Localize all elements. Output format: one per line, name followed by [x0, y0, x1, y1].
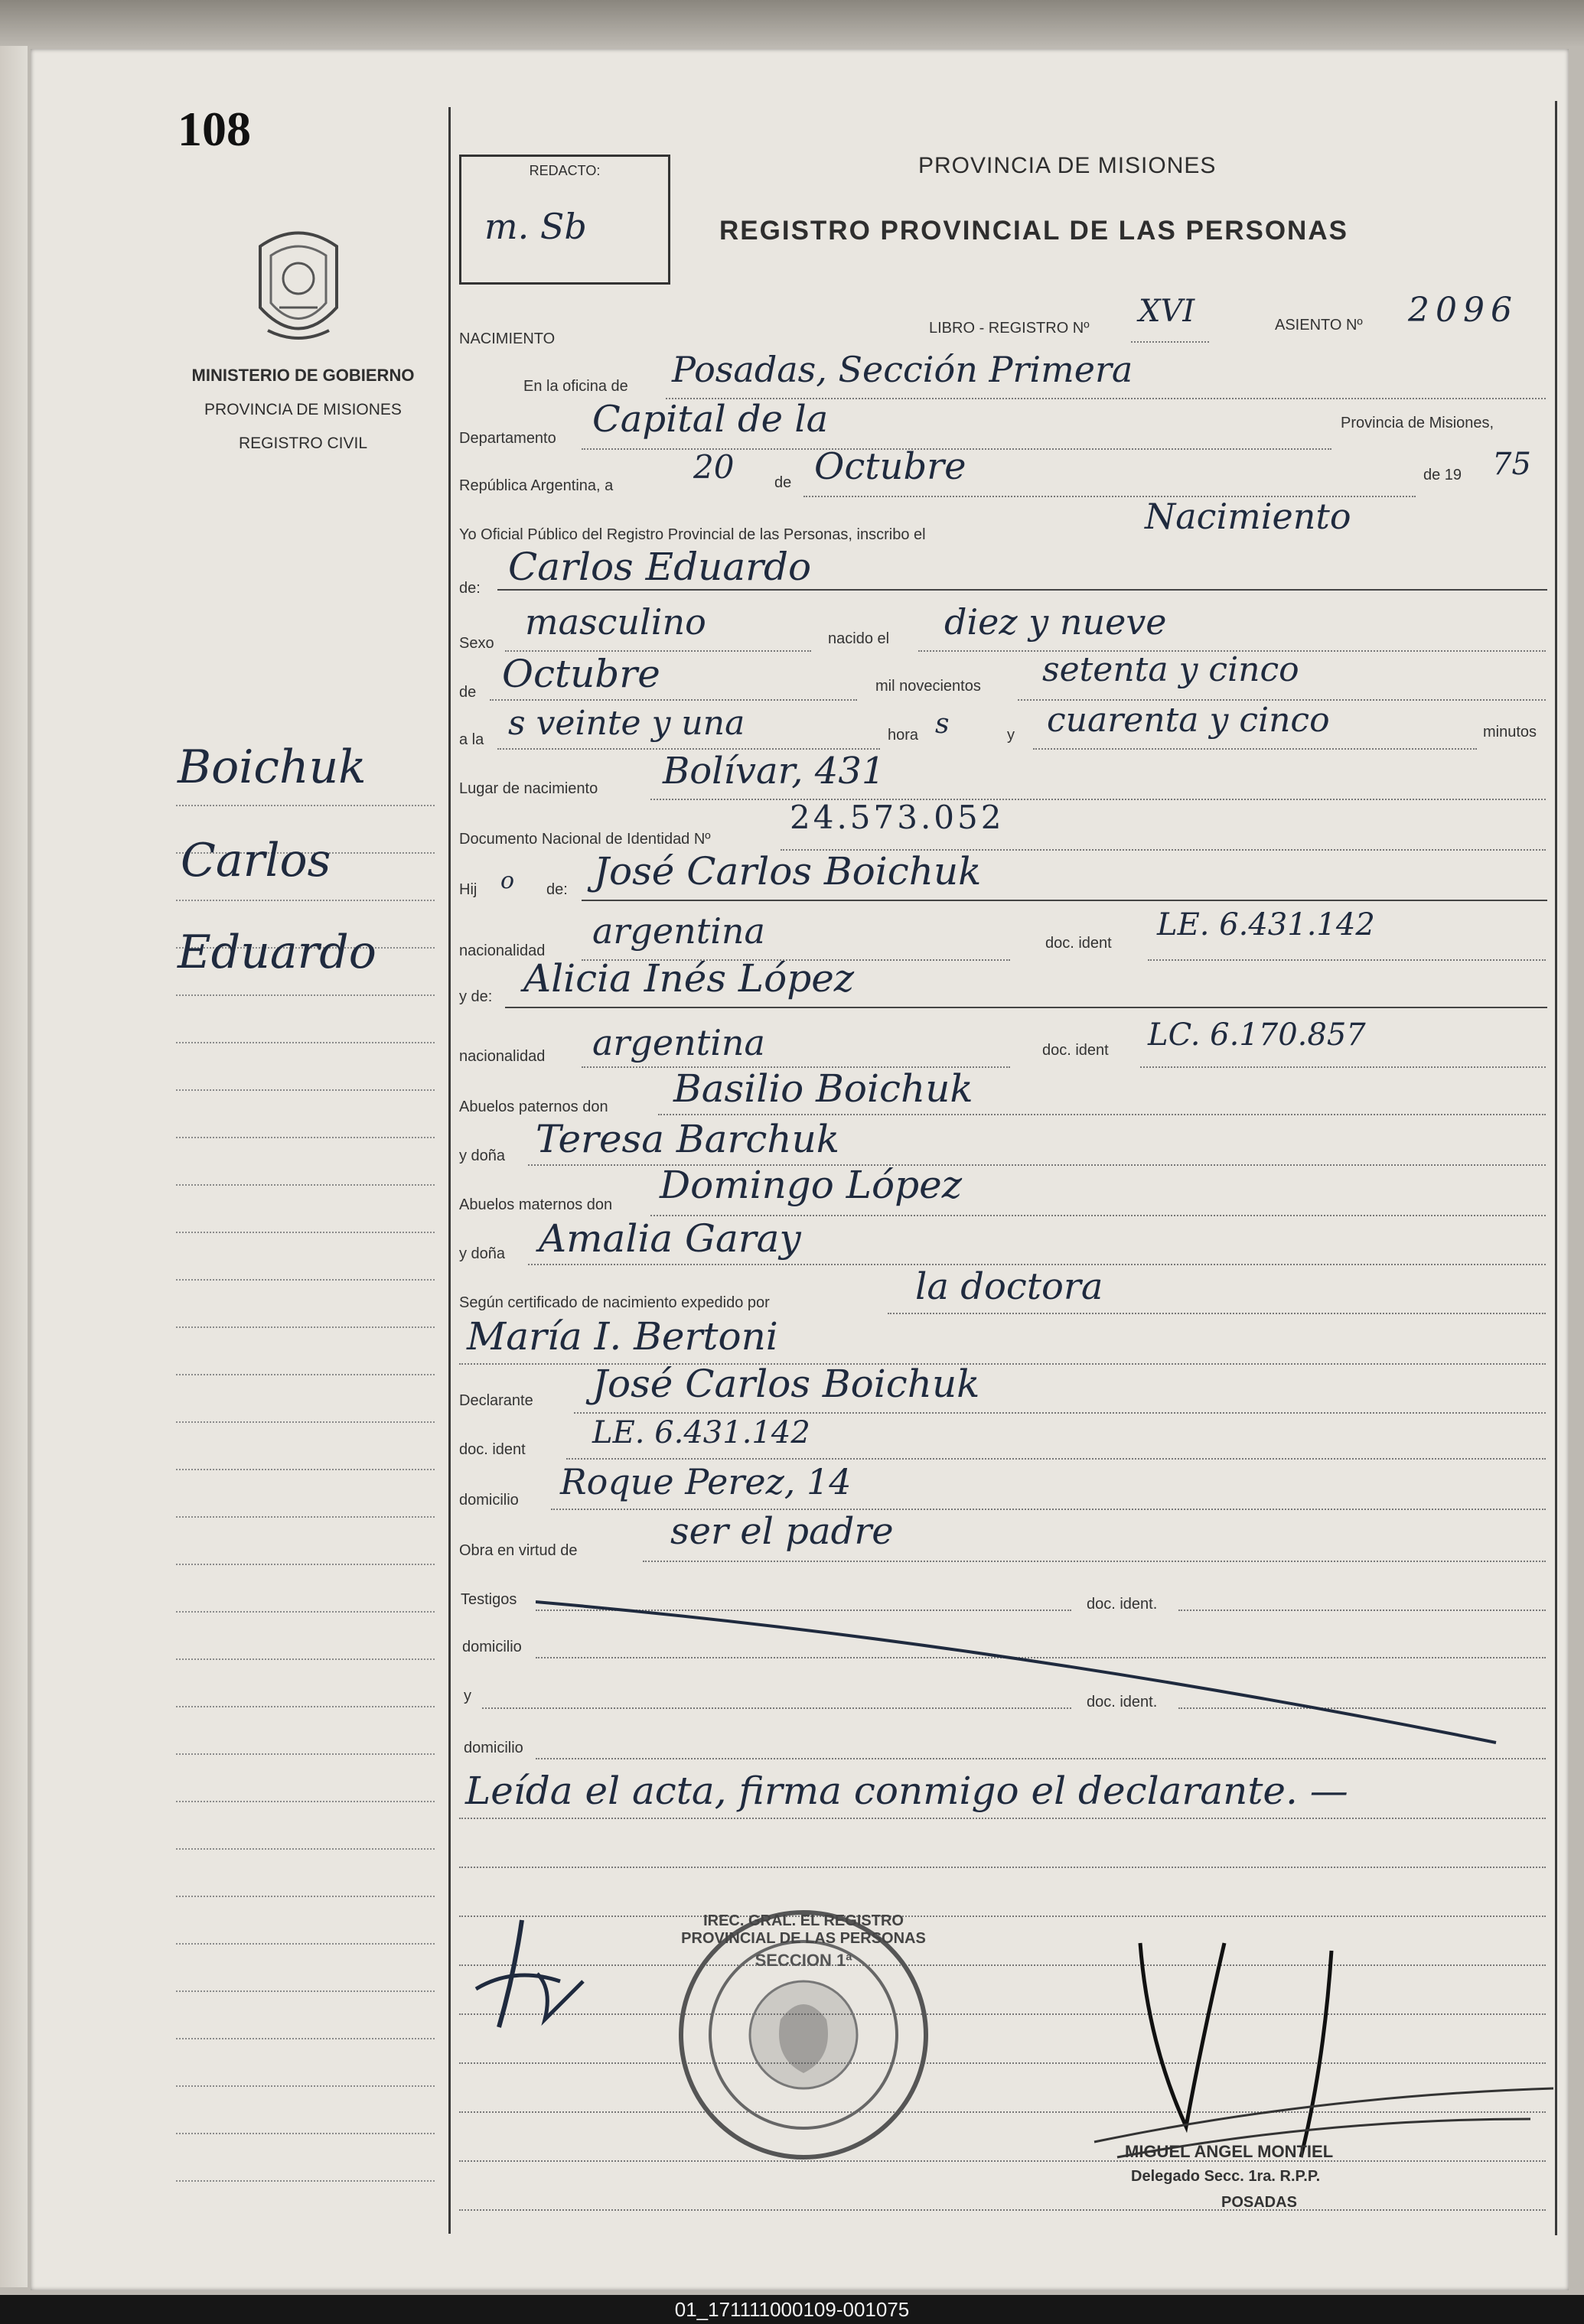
top-edge	[0, 0, 1584, 47]
nombre-value: Carlos Eduardo	[508, 545, 812, 589]
padre-rule	[582, 900, 1547, 901]
minutos-underline	[1033, 748, 1477, 750]
delegate-city: POSADAS	[1221, 2194, 1297, 2211]
ab-pat-label: Abuelos paternos don	[459, 1099, 608, 1115]
doc2-label: doc. ident	[1042, 1042, 1109, 1059]
y2-label: y	[464, 1688, 471, 1704]
margin-ruled-line	[176, 1611, 435, 1613]
witness-strike-line	[536, 1596, 1500, 1749]
nombre-rule	[497, 589, 1547, 591]
domicilio3-underline	[536, 1758, 1546, 1759]
nac2-value: argentina	[592, 1022, 765, 1063]
hijo-suffix: o	[500, 867, 515, 894]
ydona2-label: y doña	[459, 1245, 506, 1262]
obra-underline	[643, 1561, 1546, 1562]
redacto-box	[459, 155, 670, 285]
docd-value: LE. 6.431.142	[592, 1415, 810, 1450]
margin-ruled-line	[176, 1706, 435, 1707]
sexo-value: masculino	[525, 601, 706, 643]
ab-pat2-value: Teresa Barchuk	[536, 1117, 840, 1161]
yde-label: y de:	[459, 988, 493, 1005]
minutos-value: cuarenta y cinco	[1047, 701, 1330, 740]
header-province: PROVINCIA DE MISIONES	[918, 153, 1217, 178]
margin-ruled-line	[176, 1374, 435, 1375]
libro-label: LIBRO - REGISTRO Nº	[929, 320, 1090, 337]
margin-ruled-line	[176, 1564, 435, 1565]
right-vertical-rule	[1555, 101, 1557, 2235]
testigos-label: Testigos	[461, 1591, 517, 1608]
obra-value: ser el padre	[670, 1510, 894, 1553]
stamp-inner-text: SECCION 1ª	[755, 1951, 852, 1970]
minutos-label: minutos	[1483, 724, 1537, 740]
oficial-label: Yo Oficial Público del Registro Provincial de las Personas, inscribo el	[459, 526, 926, 543]
registry-stamp	[673, 1905, 934, 2165]
margin-ruled-line	[176, 1326, 435, 1328]
margin-ruled-line	[176, 1658, 435, 1660]
de2-label: de:	[459, 580, 481, 597]
departamento-value: Capital de la	[592, 398, 829, 441]
dni-label: Documento Nacional de Identidad Nº	[459, 831, 711, 848]
delegate-role: Delegado Secc. 1ra. R.P.P.	[1131, 2168, 1321, 2185]
lugar-underline	[650, 799, 1546, 800]
page-number: 108	[178, 102, 251, 156]
ab-pat-value: Basilio Boichuk	[673, 1066, 973, 1111]
doc1-underline	[1148, 959, 1546, 961]
margin-ruled-line	[176, 2180, 435, 2182]
ala-label: a la	[459, 731, 484, 748]
sexo-label: Sexo	[459, 635, 494, 652]
docident1-label: doc. ident.	[1087, 1596, 1158, 1613]
dni-value: 24.573.052	[790, 799, 1005, 836]
redacto-initials: m. Sb	[484, 206, 587, 247]
margin-ruled-line	[176, 1469, 435, 1470]
margin-middle-name: Eduardo	[178, 926, 376, 979]
mil-label: mil novecientos	[875, 678, 981, 695]
footer-image-code: 01_171111000109-001075	[0, 2295, 1584, 2324]
nac2-label: nacionalidad	[459, 1048, 546, 1065]
horas-suffix: s	[935, 708, 950, 740]
inscribo-value: Nacimiento	[1145, 496, 1351, 537]
nac1-value: argentina	[592, 910, 765, 952]
libro-underline	[1131, 341, 1209, 343]
margin-ruled-line	[176, 1943, 435, 1945]
nacido-value: diez y nueve	[944, 601, 1167, 643]
docd-label: doc. ident	[459, 1441, 526, 1458]
libro-value: XVI	[1139, 294, 1195, 329]
madre-value: Alicia Inés López	[523, 956, 855, 1001]
margin-ruled-line	[176, 1421, 435, 1423]
ab-pat-underline	[658, 1114, 1546, 1115]
lugar-label: Lugar de nacimiento	[459, 780, 598, 797]
horas-label: hora	[888, 727, 919, 744]
ab-mat2-value: Amalia Garay	[539, 1216, 801, 1261]
doc1-value: LE. 6.431.142	[1157, 907, 1375, 942]
oficina-label: En la oficina de	[523, 378, 628, 395]
mes-nac-underline	[490, 699, 857, 701]
mes-nac-value: Octubre	[502, 652, 660, 696]
binder-edge	[0, 46, 28, 2287]
dia-value: 20	[693, 448, 735, 486]
domicilio3-label: domicilio	[464, 1740, 523, 1756]
nacido-label: nacido el	[828, 630, 890, 647]
margin-ruled-line	[176, 1516, 435, 1518]
declarante-label: Declarante	[459, 1392, 533, 1409]
province-seal-icon	[245, 223, 352, 353]
cert2-value: María I. Bertoni	[467, 1314, 778, 1359]
main-ruled-line	[459, 1916, 1546, 1917]
ydona1-label: y doña	[459, 1147, 506, 1164]
docident2-label: doc. ident.	[1087, 1694, 1158, 1710]
margin-ruled-line	[176, 1990, 435, 1992]
mes-value: Octubre	[814, 445, 966, 488]
margin-ruled-line	[176, 1279, 435, 1281]
margin-first-name: Carlos	[181, 834, 331, 887]
republica-label: República Argentina, a	[459, 477, 614, 494]
doc2-value: LC. 6.170.857	[1148, 1017, 1366, 1053]
ministry-province: PROVINCIA DE MISIONES	[204, 401, 402, 418]
domicilio-label: domicilio	[459, 1492, 519, 1509]
closing-statement: Leída el acta, firma conmigo el declarante. —	[465, 1769, 1348, 1813]
ab-mat-value: Domingo López	[660, 1163, 963, 1207]
redacto-label: REDACTO:	[529, 163, 601, 178]
doc2-underline	[1140, 1066, 1546, 1068]
margin-ruled-line	[176, 1896, 435, 1897]
closing-underline	[459, 1818, 1546, 1819]
madre-rule	[505, 1007, 1547, 1008]
margin-ruled-line	[176, 994, 435, 996]
ministry-title: MINISTERIO DE GOBIERNO	[191, 366, 415, 385]
domicilio2-label: domicilio	[462, 1639, 522, 1655]
margin-ruled-line	[176, 805, 435, 806]
cert-label: Según certificado de nacimiento expedido por	[459, 1294, 770, 1311]
margin-ruled-line	[176, 2133, 435, 2134]
oficina-value: Posadas, Sección Primera	[672, 349, 1133, 390]
ab-mat-label: Abuelos maternos don	[459, 1196, 613, 1213]
margin-ruled-line	[176, 900, 435, 901]
y-label: y	[1007, 727, 1015, 744]
domicilio-value: Roque Perez, 14	[560, 1461, 852, 1502]
stamp-outer-text: IREC. GRAL. EL REGISTRO PROVINCIAL DE LAS PERSONAS	[681, 1912, 926, 1947]
cert-underline	[888, 1313, 1546, 1314]
margin-ruled-line	[176, 1184, 435, 1186]
declarante-value: José Carlos Boichuk	[592, 1362, 980, 1406]
ministry-registry: REGISTRO CIVIL	[238, 435, 368, 452]
margin-ruled-line	[176, 2085, 435, 2087]
doc1-label: doc. ident	[1045, 935, 1112, 952]
hijo-de-label: de:	[546, 881, 568, 898]
asiento-value: 2096	[1408, 291, 1518, 330]
main-ruled-line	[459, 1867, 1546, 1868]
de3-label: de	[459, 684, 477, 701]
anio-label: de 19	[1423, 467, 1462, 483]
margin-ruled-line	[176, 1753, 435, 1755]
record-type-label: NACIMIENTO	[459, 330, 556, 347]
hora-value: s veinte y una	[508, 704, 745, 743]
margin-ruled-line	[176, 2038, 435, 2039]
main-ruled-line	[459, 2209, 1546, 2211]
margin-ruled-line	[176, 1089, 435, 1091]
provincia-label: Provincia de Misiones,	[1341, 415, 1494, 431]
margin-ruled-line	[176, 1801, 435, 1802]
officer-initials-signature-icon	[468, 1905, 606, 2042]
left-vertical-rule	[448, 107, 451, 2234]
lugar-value: Bolívar, 431	[663, 750, 885, 793]
departamento-label: Departamento	[459, 430, 556, 447]
asiento-label: ASIENTO Nº	[1275, 317, 1363, 334]
hijo-label: Hij	[459, 881, 477, 898]
margin-ruled-line	[176, 1042, 435, 1043]
docd-underline	[566, 1458, 1546, 1460]
margin-ruled-line	[176, 1232, 435, 1233]
de-label: de	[774, 474, 792, 491]
declarante-underline	[574, 1412, 1546, 1414]
anio-value: 75	[1492, 447, 1531, 482]
obra-label: Obra en virtud de	[459, 1542, 578, 1559]
nac1-label: nacionalidad	[459, 942, 546, 959]
delegate-name: MIGUEL ANGEL MONTIEL	[1125, 2142, 1334, 2161]
header-title: REGISTRO PROVINCIAL DE LAS PERSONAS	[719, 216, 1348, 246]
cert-value: la doctora	[915, 1265, 1103, 1308]
padre-value: José Carlos Boichuk	[594, 849, 982, 893]
margin-surname: Boichuk	[178, 740, 367, 794]
mil-value: setenta y cinco	[1042, 650, 1299, 689]
margin-ruled-line	[176, 1137, 435, 1138]
margin-ruled-line	[176, 1848, 435, 1850]
